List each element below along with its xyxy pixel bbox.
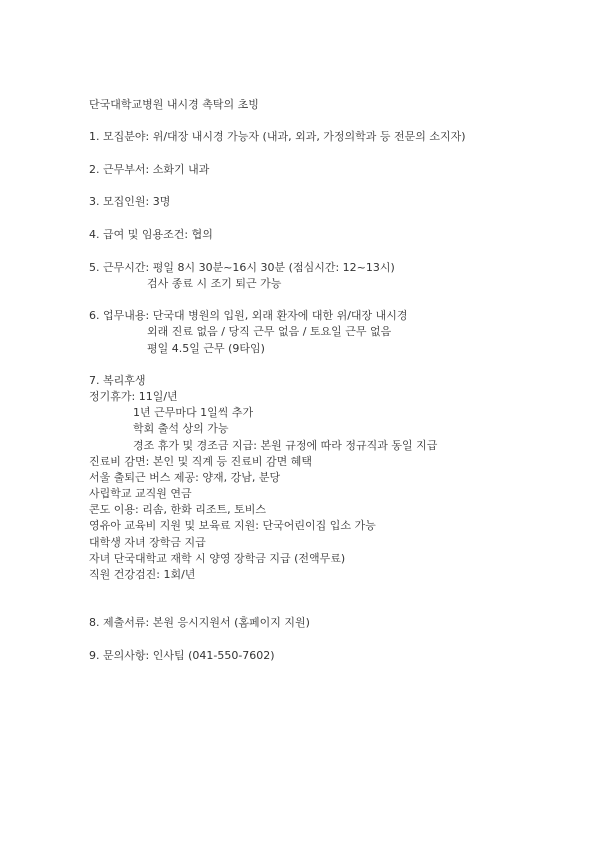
duties-note-1: 외래 진료 없음 / 당직 근무 없음 / 토요일 근무 없음 [147, 325, 392, 338]
section-benefits: 7. 복리후생 [89, 374, 146, 387]
benefit-college-scholarship: 대학생 자녀 장학금 지급 [89, 536, 206, 549]
section-headcount: 3. 모집인원: 3명 [89, 195, 171, 208]
section-work-hours: 5. 근무시간: 평일 8시 30분~16시 30분 (점심시간: 12~13시) [89, 261, 395, 274]
benefit-vacation: 정기휴가: 11일/년 [89, 390, 178, 403]
benefit-vacation-note-2: 학회 출석 상의 가능 [133, 422, 229, 435]
section-duties: 6. 업무내용: 단국대 병원의 입원, 외래 환자에 대한 위/대장 내시경 [89, 309, 408, 322]
benefit-dku-scholarship: 자녀 단국대학교 재학 시 양영 장학금 지급 (전액무료) [89, 552, 346, 565]
benefit-vacation-note-1: 1년 근무마다 1일씩 추가 [133, 406, 254, 419]
benefit-medical: 진료비 감면: 본인 및 직계 등 진료비 감면 혜택 [89, 455, 312, 468]
benefit-vacation-note-3: 경조 휴가 및 경조금 지급: 본원 규정에 따라 정규직과 동일 지급 [133, 439, 438, 452]
section-salary: 4. 급여 및 임용조건: 협의 [89, 228, 213, 241]
benefit-condo: 콘도 이용: 리솜, 한화 리조트, 토비스 [89, 503, 266, 516]
section-recruit-field: 1. 모집분야: 위/대장 내시경 가능자 (내과, 외과, 가정의학과 등 전문의 소지자) [89, 130, 466, 143]
benefit-bus: 서울 출퇴근 버스 제공: 양재, 강남, 분당 [89, 471, 281, 484]
benefit-childcare: 영유아 교육비 지원 및 보육료 지원: 단국어린이집 입소 가능 [89, 519, 376, 532]
section-department: 2. 근무부서: 소화기 내과 [89, 163, 210, 176]
work-hours-note: 검사 종료 시 조기 퇴근 가능 [147, 277, 282, 290]
benefit-health-check: 직원 건강검진: 1회/년 [89, 568, 196, 581]
benefit-pension: 사립학교 교직원 연금 [89, 487, 192, 500]
section-documents: 8. 제출서류: 본원 응시지원서 (홈페이지 지원) [89, 616, 310, 629]
document-title: 단국대학교병원 내시경 촉탁의 초빙 [89, 98, 259, 111]
duties-note-2: 평일 4.5일 근무 (9타임) [147, 342, 265, 355]
section-contact: 9. 문의사항: 인사팀 (041-550-7602) [89, 649, 275, 662]
